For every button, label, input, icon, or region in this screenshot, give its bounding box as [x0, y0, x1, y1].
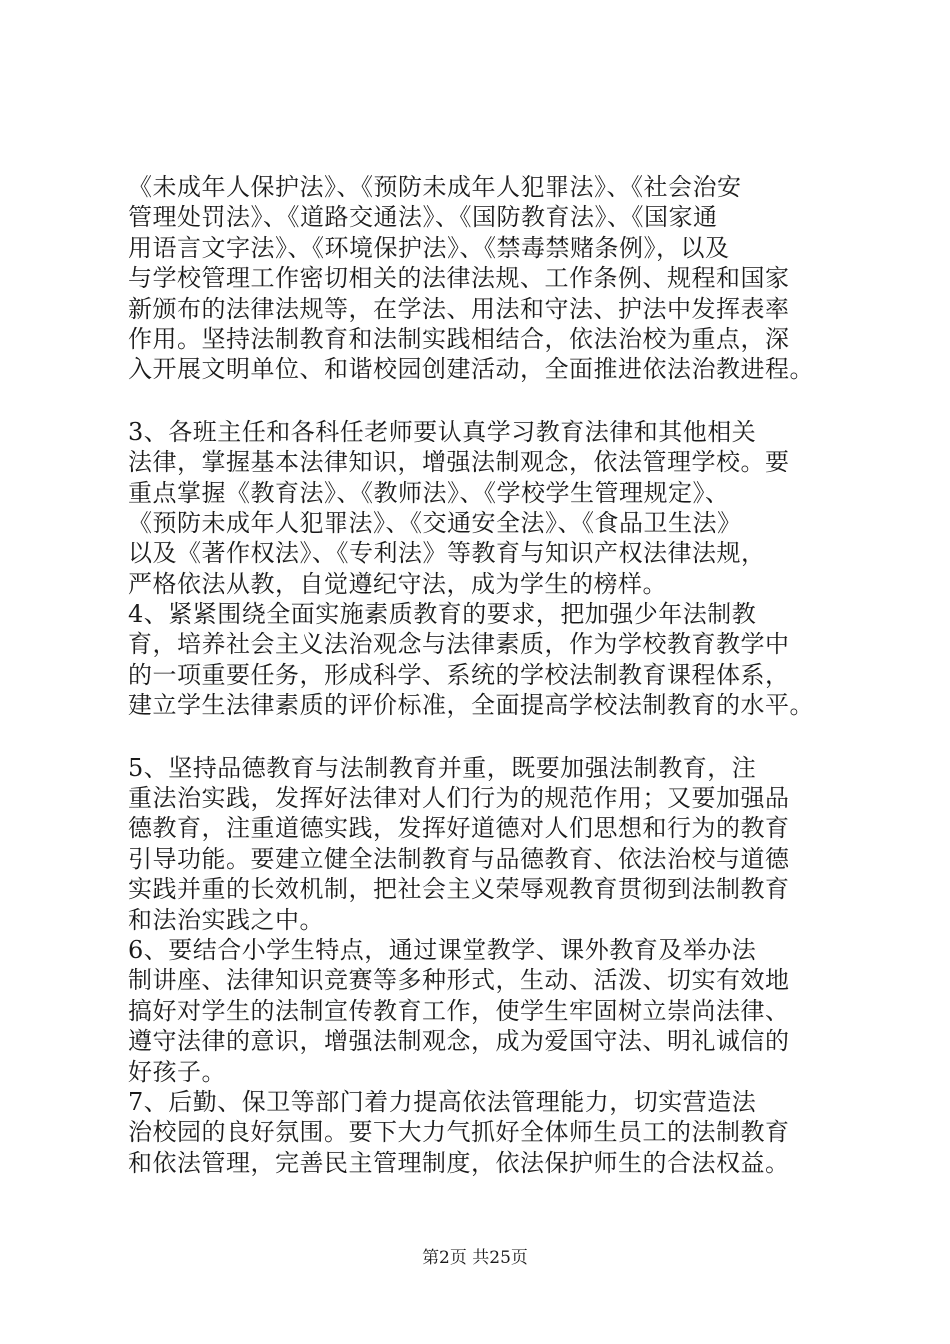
page-number-footer: 第2页 共25页: [422, 1248, 528, 1268]
paragraph-gap: [128, 721, 848, 753]
text-line: 《预防未成年人犯罪法》、《交通安全法》、《食品卫生法》: [128, 508, 742, 537]
paragraph-gap: [128, 385, 848, 417]
text-line: 新颁布的法律法规等，在学法、用法和守法、护法中发挥表率: [128, 294, 790, 323]
text-line: 《未成年人保护法》、《预防未成年人犯罪法》、《社会治安: [128, 173, 742, 201]
text-line: 引导功能。要建立健全法制教育与品德教育、依法治校与道德: [128, 844, 790, 873]
text-line: 和法治实践之中。: [128, 905, 324, 934]
paragraph-item-6: [128, 935, 848, 1087]
text-line: 作用。坚持法制教育和法制实践相结合，依法治校为重点，深: [128, 324, 790, 353]
text-line: 的一项重要任务，形成科学、系统的学校法制教育课程体系，: [128, 660, 790, 689]
document-body: [128, 172, 848, 1178]
text-line: 5、坚持品德教育与法制教育并重，既要加强法制教育，注: [128, 753, 757, 782]
text-line: 搞好对学生的法制宣传教育工作，使学生牢固树立崇尚法律、: [128, 996, 790, 1025]
text-line: 4、紧紧围绕全面实施素质教育的要求，把加强少年法制教: [128, 600, 757, 629]
text-line: 以及《著作权法》、《专利法》等教育与知识产权法律法规，: [128, 539, 766, 568]
paragraph-item-5: [128, 753, 848, 935]
text-line: 与学校管理工作密切相关的法律法规、工作条例、规程和国家: [128, 264, 790, 293]
text-line: 和依法管理，完善民主管理制度，依法保护师生的合法权益。: [128, 1148, 790, 1177]
text-line: 法律，掌握基本法律知识，增强法制观念，依法管理学校。要: [128, 448, 790, 477]
text-line: 遵守法律的意识，增强法制观念，成为爱国守法、明礼诚信的: [128, 1027, 790, 1056]
text-line: 重法治实践，发挥好法律对人们行为的规范作用；又要加强品: [128, 784, 790, 813]
paragraph-item-7: [128, 1087, 848, 1178]
text-line: 入开展文明单位、和谐校园创建活动，全面推进依法治教进程。: [128, 355, 814, 384]
text-line: 用语言文字法》、《环境保护法》、《禁毒禁赌条例》，以及: [128, 233, 730, 262]
text-line: 7、后勤、保卫等部门着力提高依法管理能力，切实营造法: [128, 1087, 757, 1116]
text-line: 严格依法从教，自觉遵纪守法，成为学生的榜样。: [128, 569, 667, 598]
text-line: 育，培养社会主义法治观念与法律素质，作为学校教育教学中: [128, 630, 790, 659]
text-line: 重点掌握《教育法》、《教师法》、《学校学生管理规定》、: [128, 478, 730, 507]
text-line: 实践并重的长效机制，把社会主义荣辱观教育贯彻到法制教育: [128, 875, 790, 904]
paragraph-item-4: [128, 599, 848, 721]
text-line: 3、各班主任和各科任老师要认真学习教育法律和其他相关: [128, 417, 757, 446]
paragraph-laws-list: [128, 172, 848, 385]
paragraph-item-3: [128, 417, 848, 599]
text-line: 6、要结合小学生特点，通过课堂教学、课外教育及举办法: [128, 935, 757, 964]
text-line: 制讲座、法律知识竞赛等多种形式，生动、活泼、切实有效地: [128, 966, 790, 995]
text-line: 建立学生法律素质的评价标准，全面提高学校法制教育的水平。: [128, 691, 814, 720]
text-line: 治校园的良好氛围。要下大力气抓好全体师生员工的法制教育: [128, 1118, 790, 1147]
text-line: 好孩子。: [128, 1057, 226, 1086]
text-line: 德教育，注重道德实践，发挥好道德对人们思想和行为的教育: [128, 814, 790, 843]
text-line: 管理处罚法》、《道路交通法》、《国防教育法》、《国家通: [128, 203, 718, 232]
